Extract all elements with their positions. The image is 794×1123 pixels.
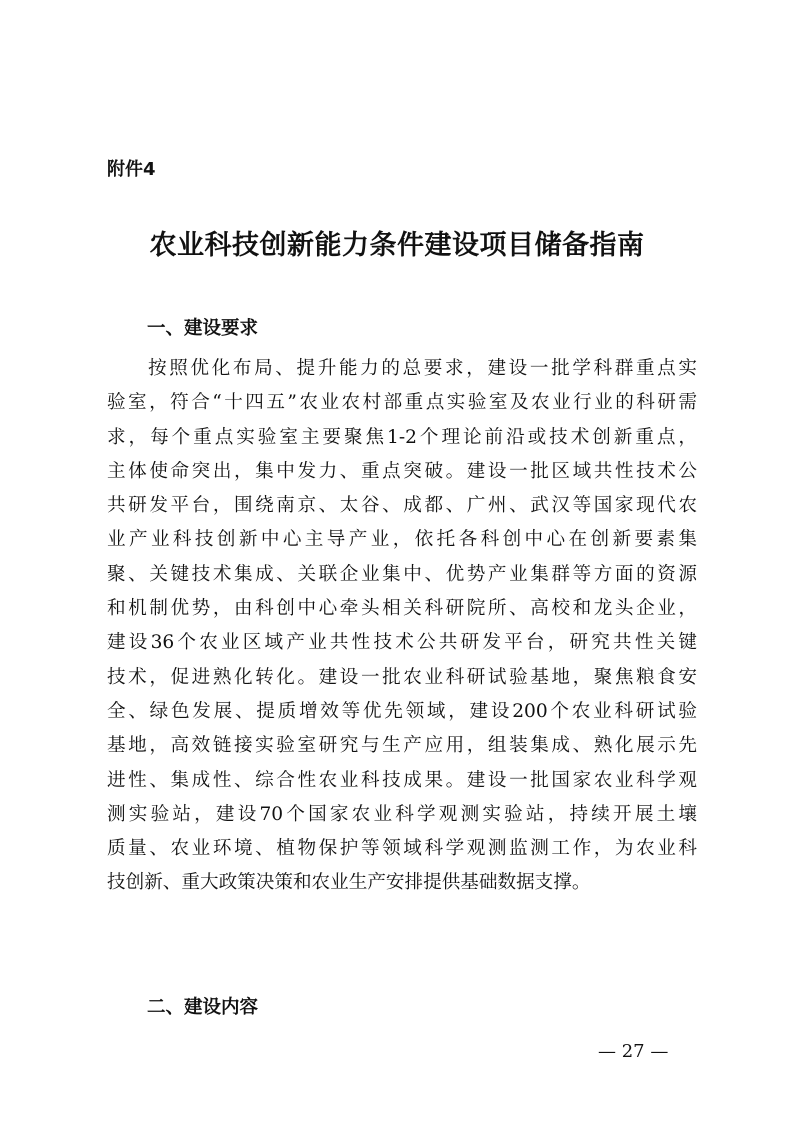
paragraph-line: 验室，符合“十四五”农业农村部重点实验室及农业行业的科研需: [107, 392, 697, 414]
paragraph-line: 技创新、重大政策决策和农业生产安排提供基础数据支撑。: [107, 872, 591, 894]
section-heading-contents: 二、建设内容: [147, 997, 259, 1018]
paragraph-line: 技术，促进熟化转化。建设一批农业科研试验基地，聚焦粮食安: [107, 666, 697, 688]
paragraph-line: 按照优化布局、提升能力的总要求，建设一批学科群重点实: [148, 358, 697, 379]
paragraph-line: 聚、关键技术集成、关联企业集中、优势产业集群等方面的资源: [107, 563, 697, 585]
paragraph-line: 全、绿色发展、提质增效等优先领域，建设200个农业科研试验: [107, 700, 697, 722]
page-number: — 27 —: [598, 1041, 669, 1062]
section-heading-requirements: 一、建设要求: [147, 318, 259, 339]
paragraph-line: 进性、集成性、综合性农业科技成果。建设一批国家农业科学观: [107, 769, 697, 791]
document-title: 农业科技创新能力条件建设项目储备指南: [149, 230, 645, 261]
paragraph-line: 业产业科技创新中心主导产业，依托各科创中心在创新要素集: [107, 529, 697, 551]
paragraph-line: 求，每个重点实验室主要聚焦1-2个理论前沿或技术创新重点，: [107, 426, 697, 448]
paragraph-line: 建设36个农业区域产业共性技术公共研发平台，研究共性关键: [107, 632, 697, 654]
paragraph-line: 共研发平台，围绕南京、太谷、成都、广州、武汉等国家现代农: [107, 495, 697, 517]
paragraph-line: 测实验站，建设70个国家农业科学观测实验站，持续开展土壤: [107, 803, 697, 825]
paragraph-line: 主体使命突出，集中发力、重点突破。建设一批区域共性技术公: [107, 460, 697, 482]
attachment-label: 附件4: [107, 159, 156, 180]
paragraph-line: 和机制优势，由科创中心牵头相关科研院所、高校和龙头企业，: [107, 598, 697, 620]
paragraph-line: 基地，高效链接实验室研究与生产应用，组装集成、熟化展示先: [107, 735, 697, 757]
paragraph-line: 质量、农业环境、植物保护等领域科学观测监测工作，为农业科: [107, 838, 697, 860]
section-body-requirements: [107, 352, 697, 901]
